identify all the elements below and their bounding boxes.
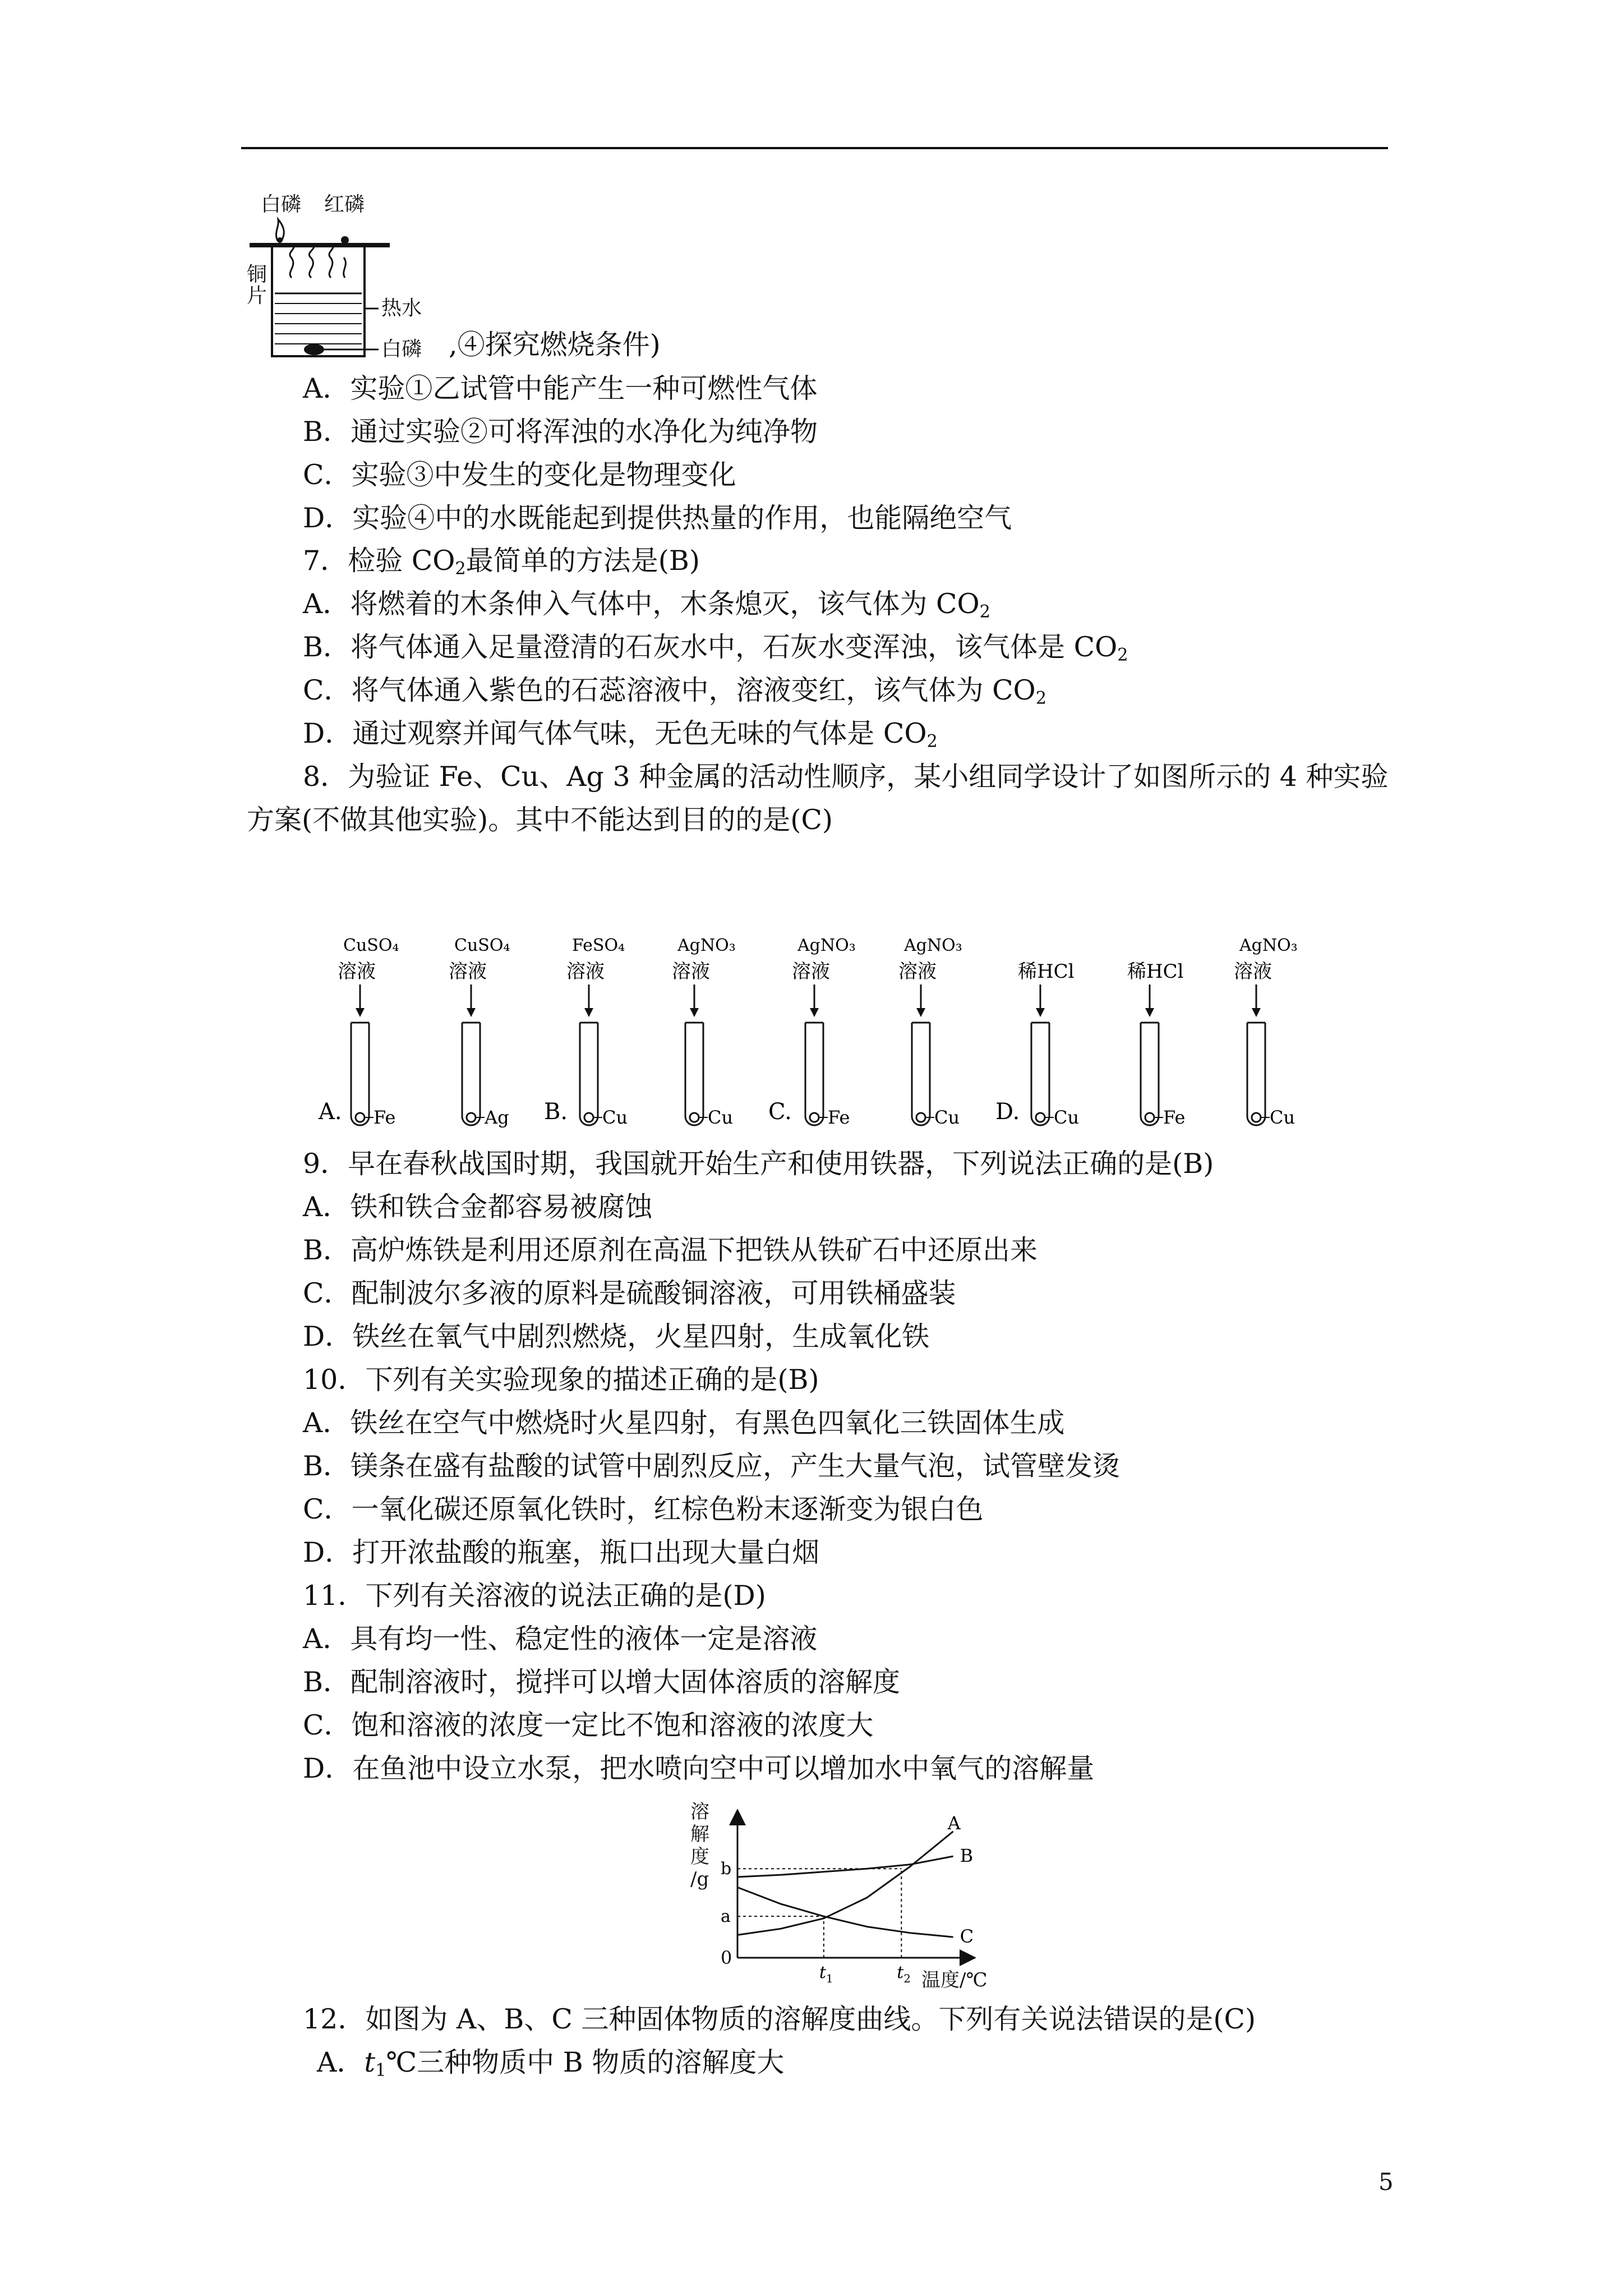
q8-metal-piece — [1036, 1113, 1045, 1122]
q10-option-b: B．镁条在盛有盐酸的试管中剧烈反应，产生大量气泡，试管壁发烫 — [303, 1450, 1121, 1482]
combustion-figure — [247, 194, 449, 367]
q8-reagent-label: CuSO₄ — [343, 936, 399, 955]
q7-stem — [303, 544, 700, 586]
copper-label-1: 铜 — [247, 263, 268, 286]
q8-arrow-head — [1252, 1008, 1261, 1017]
q8-reagent-label: AgNO₃ — [1239, 936, 1298, 955]
q8-metal-piece — [467, 1113, 476, 1122]
chart-ylabel-3: 度 — [690, 1846, 709, 1868]
q8-reagent-label: AgNO₃ — [904, 936, 962, 955]
q8-reagent-label2: 稀HCl — [1127, 960, 1184, 983]
hot-water-label: 热水 — [381, 297, 422, 320]
q8-metal-piece — [1252, 1113, 1261, 1122]
chart-ylabel-2: 解 — [690, 1823, 709, 1846]
q6-option-a: A．实验①乙试管中能产生一种可燃性气体 — [303, 372, 818, 404]
q8-test-tube — [580, 1023, 598, 1125]
q6-option-d: D．实验④中的水既能起到提供热量的作用，也能隔绝空气 — [303, 502, 1012, 534]
q8-arrow-head — [810, 1008, 819, 1017]
q8-test-tube — [805, 1023, 823, 1125]
q6-option-c: C．实验③中发生的变化是物理变化 — [303, 459, 736, 491]
q8-test-tube — [1141, 1023, 1159, 1125]
q9-option-c: C．配制波尔多液的原料是硫酸铜溶液，可用铁桶盛装 — [303, 1277, 956, 1309]
q8-reagent-label2: 溶液 — [1234, 960, 1272, 983]
chart-ylabel-1: 溶 — [690, 1801, 709, 1823]
chart-ylabel-4: /g — [690, 1868, 709, 1890]
q8-metal-label: Cu — [1054, 1107, 1080, 1128]
q8-metal-label: Cu — [1270, 1107, 1295, 1128]
page-number: 5 — [1378, 2168, 1394, 2196]
q8-stem-line2: 方案(不做其他实验)。其中不能达到目的的是(C) — [247, 804, 833, 836]
q8-group-letter: D. — [995, 1099, 1020, 1125]
q8-metal-label: Fe — [828, 1107, 850, 1128]
curve-A — [737, 1832, 953, 1935]
curve-B — [737, 1856, 953, 1877]
q8-test-tube — [462, 1023, 480, 1125]
q8-reagent-label2: 溶液 — [338, 960, 376, 983]
solubility-chart — [687, 1801, 1035, 1991]
copper-label-2: 片 — [247, 284, 268, 307]
q8-metal-label: Fe — [1163, 1107, 1186, 1128]
white-phosphorus-top-label: 白磷 — [261, 193, 302, 216]
q8-test-tube — [1247, 1023, 1265, 1125]
q8-reagent-label: FeSO₄ — [572, 936, 625, 955]
q8-metal-label: Cu — [708, 1107, 734, 1128]
q8-arrow-head — [467, 1008, 476, 1017]
y-tick-a: a — [721, 1907, 731, 1927]
chart-origin: 0 — [721, 1947, 732, 1968]
q11-stem: 11．下列有关溶液的说法正确的是(D) — [303, 1580, 766, 1612]
q8-metal-piece — [810, 1113, 819, 1122]
q8-test-tube — [912, 1023, 930, 1125]
q8-test-tube — [1031, 1023, 1049, 1125]
q6-option-b: B．通过实验②可将浑浊的水净化为纯净物 — [303, 416, 818, 448]
x-tick-sub1: 1 — [826, 1972, 833, 1985]
q8-metal-piece — [584, 1113, 593, 1122]
q7-option-d: D．通过观察并闻气体气味，无色无味的气体是 $CO_2$ — [303, 717, 938, 752]
q8-reagent-label2: 溶液 — [672, 960, 710, 983]
q10-option-d: D．打开浓盐酸的瓶塞，瓶口出现大量白烟 — [303, 1536, 820, 1568]
q8-reagent-label2: 稀HCl — [1018, 960, 1075, 983]
q8-figure — [308, 934, 1318, 1136]
q10-option-c: C．一氧化碳还原氧化铁时，红棕色粉末逐渐变为银白色 — [303, 1493, 984, 1525]
q8-metal-piece — [690, 1113, 699, 1122]
q8-test-tube — [351, 1023, 369, 1125]
tube-arrows-and-tubes — [308, 934, 1318, 1136]
x-tick-t1: t — [819, 1963, 826, 1982]
q8-metal-label: Fe — [374, 1107, 396, 1128]
q9-stem: 9．早在春秋战国时期，我国就开始生产和使用铁器，下列说法正确的是(B) — [303, 1148, 1214, 1180]
q10-option-a: A．铁丝在空气中燃烧时火星四射，有黑色四氧化三铁固体生成 — [303, 1407, 1065, 1439]
q8-metal-label: Cu — [934, 1107, 960, 1128]
curve-label-C: C — [960, 1926, 974, 1948]
white-phosphorus-bottom-label: 白磷 — [381, 338, 422, 361]
q8-group-letter: C. — [768, 1099, 792, 1125]
q8-group-letter: B. — [544, 1099, 568, 1125]
red-phosphorus-label: 红磷 — [324, 193, 365, 216]
q7-stem-post: 最简单的方法是(B) — [465, 545, 700, 577]
q8-arrow-head — [690, 1008, 699, 1017]
q10-stem: 10．下列有关实验现象的描述正确的是(B) — [303, 1364, 819, 1396]
q7-option-a: A．将燃着的木条伸入气体中，木条熄灭，该气体为 $CO_2$ — [303, 588, 990, 622]
q8-reagent-label: AgNO₃ — [797, 936, 856, 955]
q8-reagent-label2: 溶液 — [898, 960, 937, 983]
q11-option-b: B．配制溶液时，搅拌可以增大固体溶质的溶解度 — [303, 1666, 901, 1698]
y-tick-b: b — [721, 1859, 732, 1879]
q8-reagent-label2: 溶液 — [792, 960, 830, 983]
q8-arrow-head — [1145, 1008, 1154, 1017]
q8-metal-label: Cu — [602, 1107, 628, 1128]
q8-reagent-label2: 溶液 — [566, 960, 605, 983]
q8-reagent-label2: 溶液 — [449, 960, 487, 983]
q12-stem: 12．如图为 A、B、C 三种固体物质的溶解度曲线。下列有关说法错误的是(C) — [303, 2003, 1256, 2035]
q8-reagent-label: AgNO₃ — [677, 936, 736, 955]
q8-arrow-head — [916, 1008, 925, 1017]
x-tick-sub2: 2 — [903, 1972, 911, 1985]
q7-option-b: B．将气体通入足量澄清的石灰水中，石灰水变浑浊，该气体是 $CO_2$ — [303, 631, 1128, 665]
q8-metal-piece — [916, 1113, 925, 1122]
q7-stem-sub: 2 — [455, 559, 466, 579]
x-tick-t2: t — [897, 1963, 904, 1982]
q11-option-c: C．饱和溶液的浓度一定比不饱和溶液的浓度大 — [303, 1709, 874, 1741]
q9-option-d: D．铁丝在氧气中剧烈燃烧，火星四射，生成氧化铁 — [303, 1320, 930, 1352]
q8-group-letter: A. — [319, 1099, 342, 1125]
q9-option-b: B．高炉炼铁是利用还原剂在高温下把铁从铁矿石中还原出来 — [303, 1234, 1038, 1266]
q8-arrow-head — [584, 1008, 593, 1017]
q12-option-a: A．$t_1℃$三种物质中 B 物质的溶解度大 — [317, 2046, 785, 2081]
q11-option-d: D．在鱼池中设立水泵，把水喷向空中可以增加水中氧气的溶解量 — [303, 1752, 1095, 1784]
q8-arrow-head — [1036, 1008, 1045, 1017]
header-rule — [241, 147, 1388, 149]
solubility-chart-svg — [687, 1801, 1035, 1991]
q8-test-tube — [685, 1023, 703, 1125]
chart-xlabel: 温度/℃ — [921, 1969, 988, 1991]
curve-label-B: B — [960, 1845, 974, 1867]
q9-option-a: A．铁和铁合金都容易被腐蚀 — [303, 1191, 653, 1223]
q7-option-c: C．将气体通入紫色的石蕊溶液中，溶液变红，该气体为 $CO_2$ — [303, 674, 1047, 708]
q11-option-a: A．具有均一性、稳定性的液体一定是溶液 — [303, 1623, 818, 1655]
combustion-caption: ,④探究燃烧条件) — [449, 329, 661, 361]
q8-reagent-label: CuSO₄ — [454, 936, 510, 955]
q7-stem-pre: 7．检验 CO — [303, 545, 455, 577]
curve-label-A: A — [947, 1812, 961, 1834]
q8-arrow-head — [356, 1008, 365, 1017]
q8-metal-piece — [356, 1113, 365, 1122]
q8-metal-piece — [1145, 1113, 1154, 1122]
q8-stem-line1: 8．为验证 Fe、Cu、Ag 3 种金属的活动性顺序，某小组同学设计了如图所示的 4 种实验 — [303, 761, 1389, 793]
q8-metal-label: Ag — [485, 1107, 509, 1128]
